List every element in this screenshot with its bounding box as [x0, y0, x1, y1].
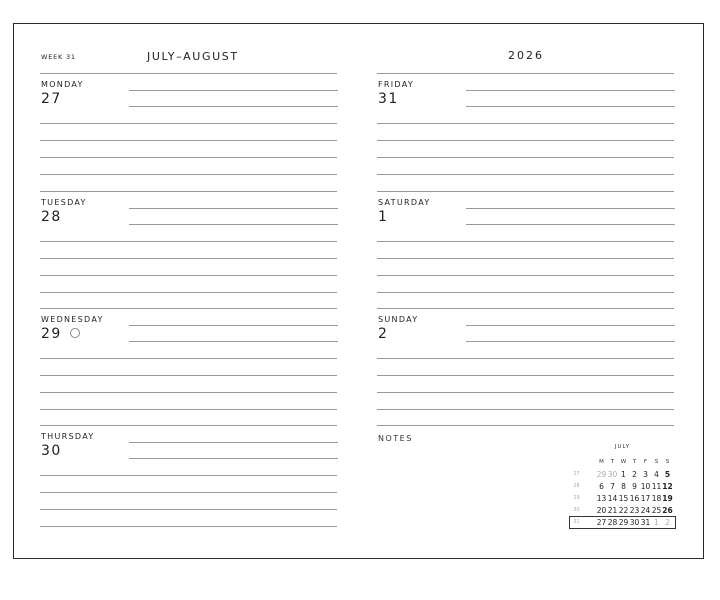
mini-calendar-day: 11: [651, 482, 662, 491]
left-write-line-short: [129, 106, 338, 107]
mini-calendar-day: 26: [662, 506, 673, 515]
left-write-line: [40, 292, 337, 293]
day-number-text: 27: [41, 91, 62, 107]
left-write-line-short: [129, 341, 338, 342]
mini-calendar-week-number: 30: [573, 507, 580, 513]
right-write-line: [377, 123, 674, 124]
mini-calendar-day: 10: [640, 482, 651, 491]
left-day-number: [41, 444, 62, 458]
mini-calendar-day: 29: [596, 470, 607, 479]
left-write-line: [40, 140, 337, 141]
right-write-line: [377, 409, 674, 410]
year-title: 2026: [508, 49, 544, 62]
mini-calendar-day: 24: [640, 506, 651, 515]
right-write-line: [377, 241, 674, 242]
left-write-line: [40, 258, 337, 259]
mini-calendar-day: 1: [654, 518, 659, 527]
left-write-line-short: [129, 458, 338, 459]
left-bottom-line: [40, 526, 337, 527]
right-day-number: [378, 92, 399, 106]
mini-calendar-day: 3: [643, 470, 648, 479]
mini-calendar-title: JULY: [614, 444, 631, 450]
left-day-name: WEDNESDAY: [41, 315, 104, 324]
mini-calendar-day: 8: [621, 482, 626, 491]
mini-calendar-weekday: W: [620, 459, 627, 465]
mini-calendar-day: 14: [607, 494, 618, 503]
right-write-line-short: [466, 224, 675, 225]
mini-calendar-day: 12: [662, 482, 673, 491]
left-write-line: [40, 174, 337, 175]
right-write-line: [377, 140, 674, 141]
right-write-line: [377, 157, 674, 158]
right-write-line: [377, 258, 674, 259]
mini-calendar-weekday: F: [643, 459, 648, 465]
mini-calendar-day: 15: [618, 494, 629, 503]
mini-calendar-weekday: S: [665, 459, 670, 465]
mini-calendar-week-number: 27: [573, 471, 580, 477]
mini-calendar-day: 19: [662, 494, 673, 503]
left-divider: [40, 425, 337, 426]
left-write-line: [40, 409, 337, 410]
left-write-line: [40, 475, 337, 476]
mini-calendar-day: 30: [629, 518, 640, 527]
right-write-line-short: [466, 106, 675, 107]
mini-calendar-day: 28: [607, 518, 618, 527]
right-divider: [377, 73, 674, 74]
left-day-number: [41, 92, 62, 106]
mini-calendar-day: 31: [640, 518, 651, 527]
mini-calendar-day: 17: [640, 494, 651, 503]
right-write-line-short: [466, 325, 675, 326]
mini-calendar-day: 1: [621, 470, 626, 479]
mini-calendar-day: 2: [665, 518, 670, 527]
right-write-line: [377, 375, 674, 376]
mini-calendar-weekday: T: [632, 459, 637, 465]
right-day-name: SUNDAY: [378, 315, 419, 324]
mini-calendar-day: 7: [610, 482, 615, 491]
left-write-line: [40, 392, 337, 393]
left-day-name: THURSDAY: [41, 432, 95, 441]
right-notes-divider: [377, 425, 674, 426]
notes-label: NOTES: [378, 434, 413, 443]
planner-spread: [13, 23, 704, 559]
mini-calendar-day: 4: [654, 470, 659, 479]
left-write-line: [40, 358, 337, 359]
mini-calendar-day: 13: [596, 494, 607, 503]
mini-calendar-weekday: T: [610, 459, 615, 465]
month-range-title: JULY–AUGUST: [147, 50, 239, 63]
mini-calendar-day: 20: [596, 506, 607, 515]
mini-calendar-day: 21: [607, 506, 618, 515]
week-label: WEEK 31: [41, 53, 76, 61]
right-day-number: [378, 210, 388, 224]
mini-calendar-day: 27: [596, 518, 607, 527]
left-divider: [40, 308, 337, 309]
mini-calendar-day: 5: [664, 470, 671, 479]
right-write-line: [377, 275, 674, 276]
left-write-line-short: [129, 208, 338, 209]
right-write-line: [377, 392, 674, 393]
mini-calendar-day: 29: [618, 518, 629, 527]
left-divider: [40, 73, 337, 74]
mini-calendar-day: 9: [632, 482, 637, 491]
right-write-line: [377, 292, 674, 293]
left-write-line: [40, 241, 337, 242]
right-write-line: [377, 174, 674, 175]
day-number-text: 29: [41, 326, 62, 342]
left-day-number: [41, 210, 62, 224]
mini-calendar-day: 23: [629, 506, 640, 515]
mini-calendar-day: 25: [651, 506, 662, 515]
right-day-number: [378, 327, 388, 341]
mini-calendar-week-number: 31: [573, 519, 580, 525]
right-day-name: SATURDAY: [378, 198, 431, 207]
right-divider: [377, 191, 674, 192]
moon-phase-icon: [70, 328, 80, 338]
day-number-text: 2: [378, 326, 389, 342]
left-write-line: [40, 375, 337, 376]
mini-calendar-day: 18: [651, 494, 662, 503]
day-number-text: 1: [378, 209, 389, 225]
right-write-line-short: [466, 90, 675, 91]
mini-calendar: [569, 442, 676, 534]
right-write-line-short: [466, 341, 675, 342]
left-write-line: [40, 509, 337, 510]
mini-calendar-day: 2: [632, 470, 637, 479]
right-day-name: FRIDAY: [378, 80, 415, 89]
mini-calendar-week-number: 28: [573, 483, 580, 489]
mini-calendar-weekday: M: [599, 459, 604, 465]
current-week-highlight: [569, 516, 676, 529]
day-number-text: 30: [41, 443, 62, 459]
left-day-name: MONDAY: [41, 80, 84, 89]
left-write-line-short: [129, 325, 338, 326]
mini-calendar-day: 6: [599, 482, 604, 491]
left-write-line: [40, 492, 337, 493]
left-day-number: [41, 327, 80, 341]
day-number-text: 31: [378, 91, 399, 107]
left-write-line-short: [129, 90, 338, 91]
mini-calendar-day: 16: [629, 494, 640, 503]
left-write-line-short: [129, 442, 338, 443]
mini-calendar-day: 22: [618, 506, 629, 515]
mini-calendar-day: 30: [607, 470, 618, 479]
right-write-line-short: [466, 208, 675, 209]
left-divider: [40, 191, 337, 192]
left-write-line: [40, 157, 337, 158]
left-day-name: TUESDAY: [41, 198, 87, 207]
mini-calendar-week-number: 29: [573, 495, 580, 501]
day-number-text: 28: [41, 209, 62, 225]
right-divider: [377, 308, 674, 309]
mini-calendar-weekday: S: [654, 459, 659, 465]
left-write-line: [40, 123, 337, 124]
right-write-line: [377, 358, 674, 359]
left-write-line: [40, 275, 337, 276]
left-write-line-short: [129, 224, 338, 225]
